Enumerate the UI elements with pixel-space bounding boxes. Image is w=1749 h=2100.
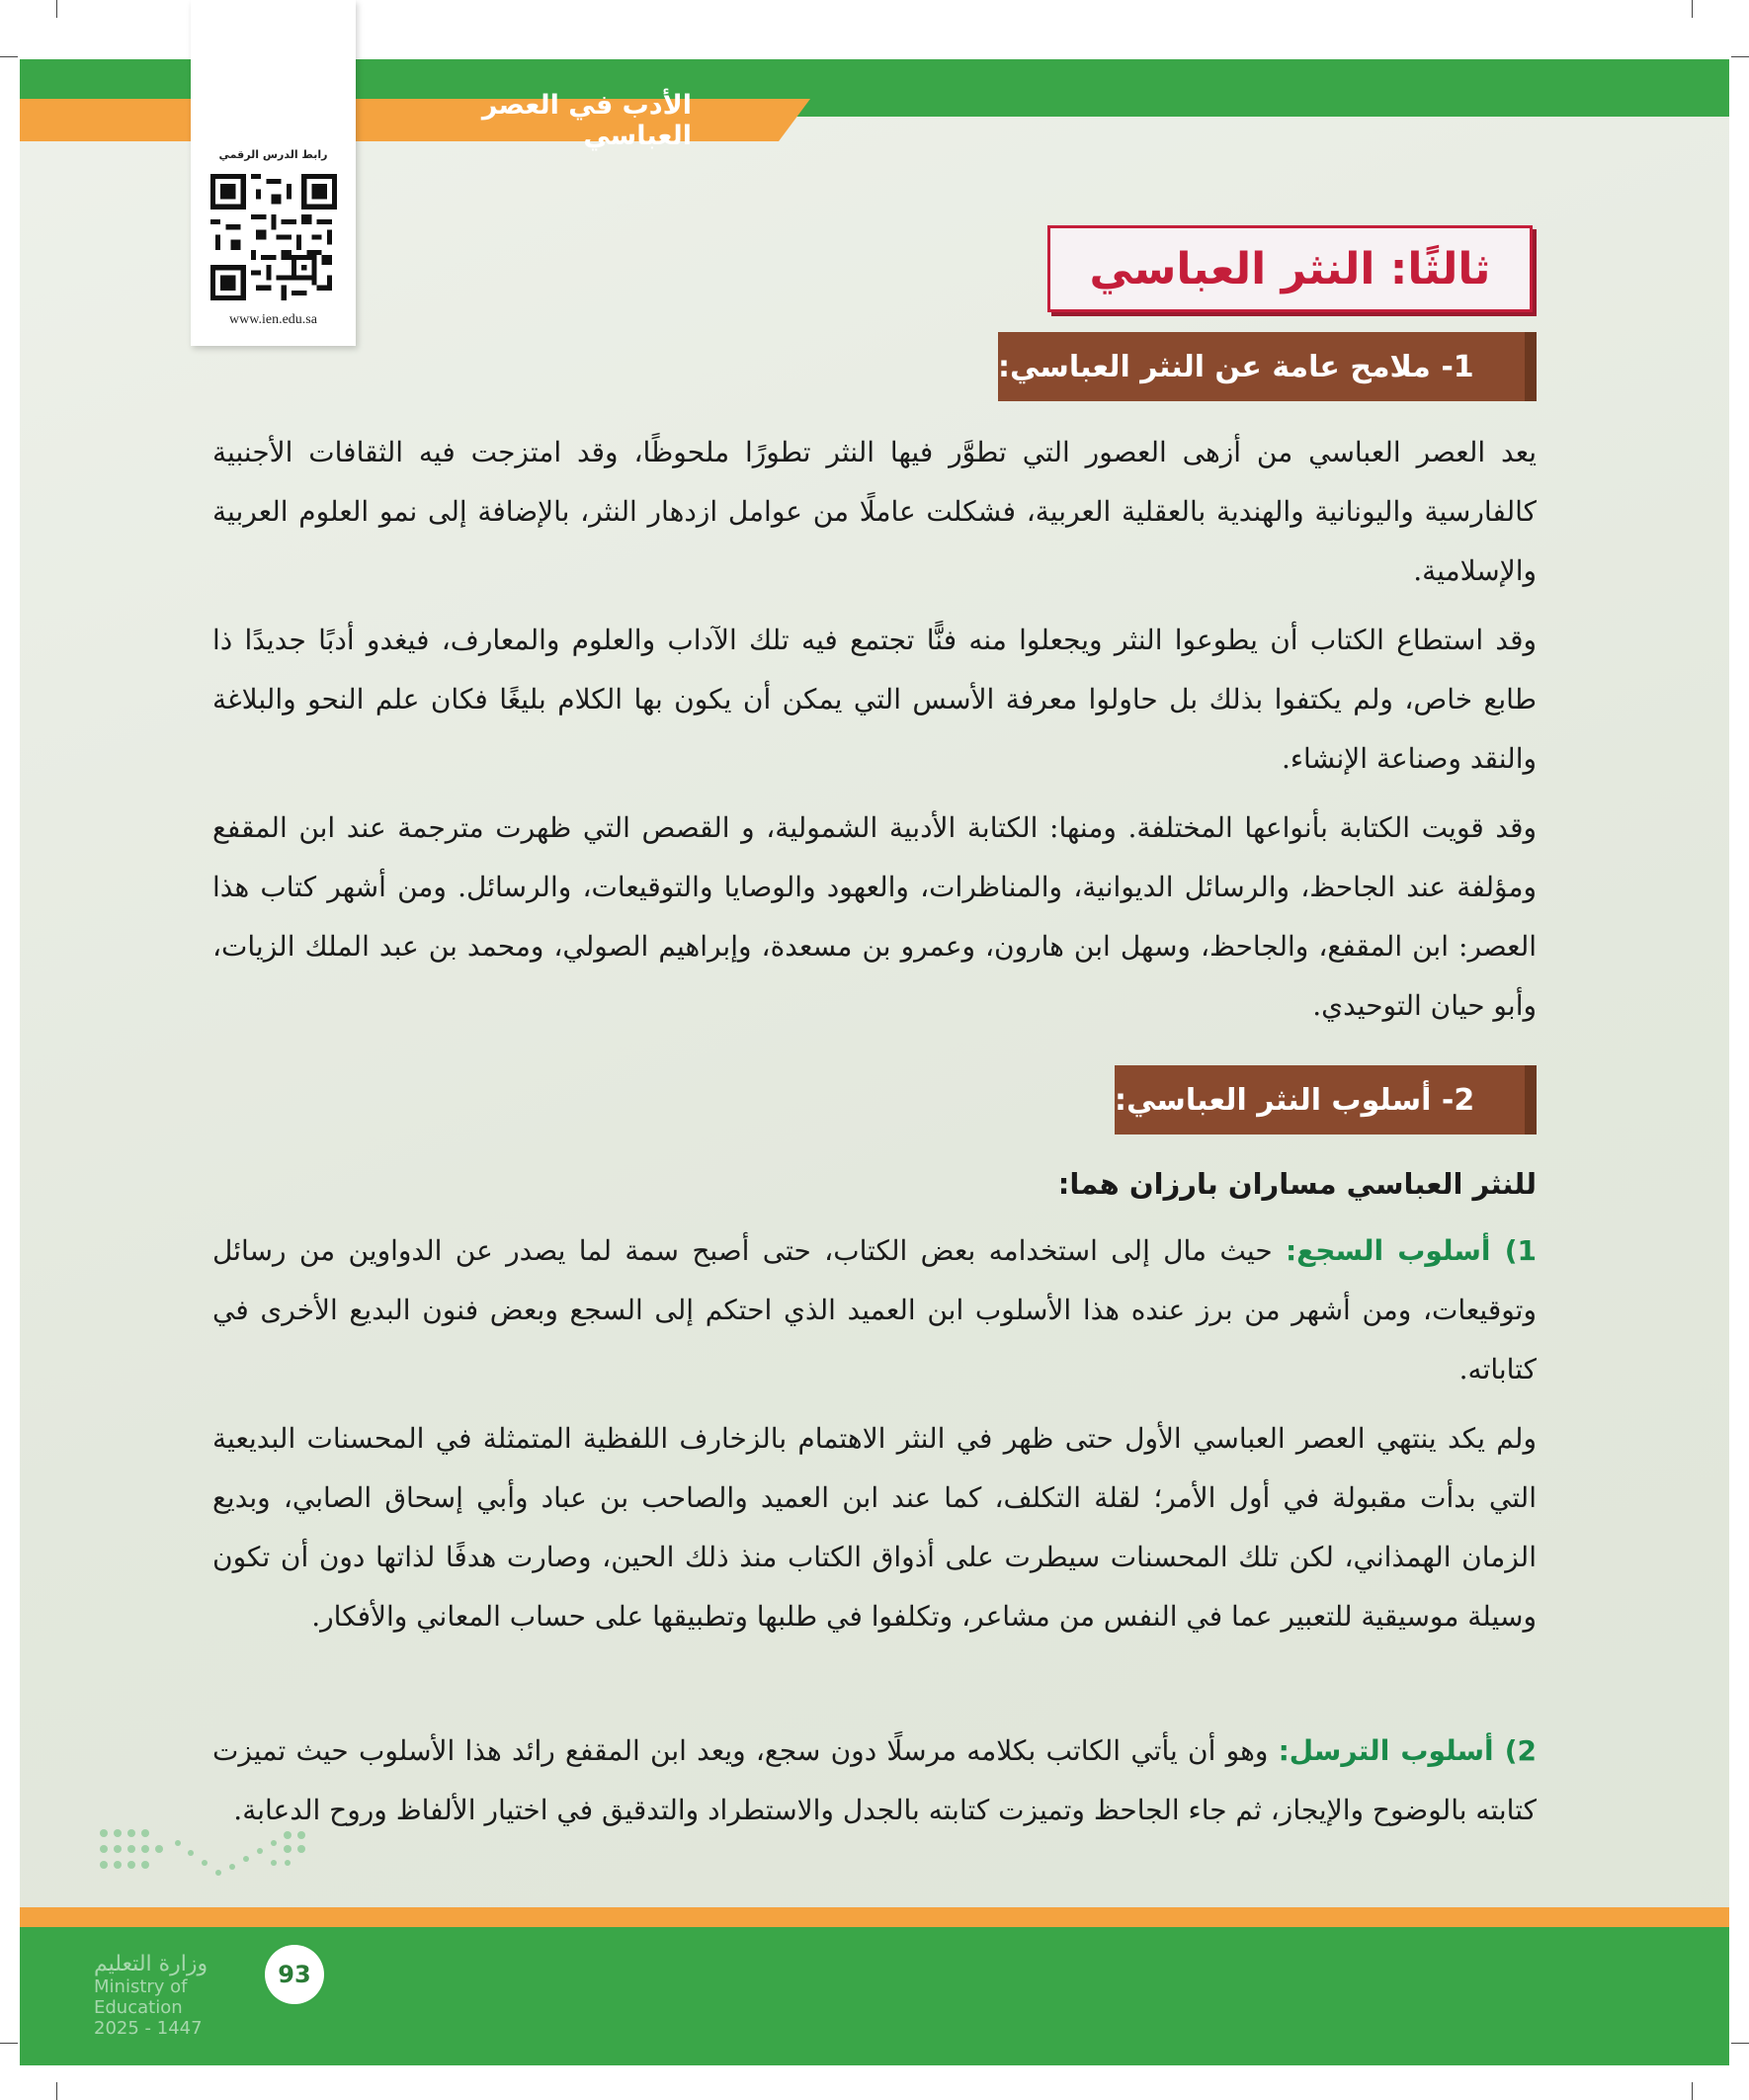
section1-heading-text: 1- ملامح عامة عن النثر العباسي: xyxy=(998,349,1474,384)
section2-paragraph-mid: ولم يكد ينتهي العصر العباسي الأول حتى ظهر في النثر الاهتمام بالزخارف اللفظية المتمثلة في المحسنات البديعية التي بدأت مقبولة في أول الأمر؛ لقلة التكلف، كما عند ابن العميد والصاحب بن عباد وأبي إسحاق الصابي، وبديع الزمان الهمذاني، لكن تلك المحسنات سيطرت على أذواق الكتاب منذ ذلك الحين، وصارت هدفًا لذاتها دون أن تكون وسيلة موسيقية للتعبير عما في النفس من مشاعر، وتكلفوا في طلبها وتطبيقها على حساب المعاني والأفكار. xyxy=(212,1422,1537,1633)
section1-paragraph-1: يعد العصر العباسي من أزهى العصور التي تطوَّر فيها النثر تطورًا ملحوظًا، وقد امتزجت فيه الثقافات الأجنبية كالفارسية واليونانية والهندية بالعقلية العربية، فشكلت عاملًا من عوامل ازدهار النثر، بالإضافة إلى نمو العلوم العربية والإسلامية. xyxy=(212,436,1537,587)
section1-paragraph-3: وقد قويت الكتابة بأنواعها المختلفة. ومنها: الكتابة الأدبية الشمولية، و القصص التي ظهرت مترجمة عند ابن المقفع ومؤلفة عند الجاحظ، والرسائل الديوانية، والمناظرات، والعهود والوصايا والتوقيعات، والرسائل. ومن أشهر كتاب هذا العصر: ابن المقفع، والجاحظ، وسهل ابن هارون، وعمرو بن مسعدة، وإبراهيم الصولي، ومحمد بن عبد الملك الزيات، وأبو حيان التوحيدي. xyxy=(212,811,1537,1022)
qr-url[interactable]: www.ien.edu.sa xyxy=(229,312,317,327)
ministry-watermark xyxy=(94,1952,272,2039)
item2-text: وهو أن يأتي الكاتب بكلامه مرسلًا دون سجع، ويعد ابن المقفع رائد هذا الأسلوب حيث تميزت كتابته بالوضوح والإيجاز، ثم جاء الجاحظ وتميزت كتابته بالجدل والاستطراد والتدقيق في اختيار الألفاظ وروح الدعابة. xyxy=(212,1734,1537,1826)
running-header-title: الأدب في العصر العباسي xyxy=(481,90,692,151)
bottom-orange-band xyxy=(20,1907,1729,1927)
crop-mark xyxy=(1731,56,1749,57)
qr-label: رابط الدرس الرقمي xyxy=(218,148,328,161)
qr-code-icon[interactable] xyxy=(210,174,337,300)
item1-text: حيث مال إلى استخدامه بعض الكتاب، حتى أصبح سمة لما يصدر عن الدواوين من رسائل وتوقيعات، ومن أشهر من برز عنده هذا الأسلوب ابن العميد الذي احتكم إلى السجع وبعض فنون البديع الأخرى في كتاباته. xyxy=(212,1234,1537,1386)
main-title: ثالثًا: النثر العباسي xyxy=(1089,243,1491,294)
section2-intro: للنثر العباسي مساران بارزان هما: xyxy=(1057,1167,1537,1201)
crop-mark xyxy=(56,2082,57,2100)
section2-item-1 xyxy=(212,1221,1564,1399)
qr-card[interactable] xyxy=(191,0,356,346)
section1-heading xyxy=(998,332,1537,401)
ministry-dots-logo-icon xyxy=(94,1823,321,1892)
crop-mark xyxy=(1731,2043,1749,2044)
main-title-box xyxy=(1047,225,1533,312)
section1-paragraph-2: وقد استطاع الكتاب أن يطوعوا النثر ويجعلوا منه فنًّا تجتمع فيه تلك الآداب والعلوم والمعارف، فيغدو أدبًا جديدًا ذا طابع خاص، ولم يكتفوا بذلك بل حاولوا معرفة الأسس التي يمكن أن يكون بها الكلام بليغًا فكان علم النحو والبلاغة والنقد وصناعة الإنشاء. xyxy=(212,624,1537,775)
section2-heading-text: 2- أسلوب النثر العباسي: xyxy=(1115,1082,1475,1118)
ministry-year: 2025 - 1447 xyxy=(94,2018,203,2039)
item2-term: 2) أسلوب الترسل: xyxy=(1278,1734,1538,1767)
ministry-name-en: Ministry of Education xyxy=(94,1976,188,2018)
section2-item-2 xyxy=(212,1722,1564,1840)
crop-mark xyxy=(0,56,18,57)
section2-heading xyxy=(1115,1065,1537,1134)
page-number: 93 xyxy=(265,1945,324,2004)
crop-mark xyxy=(1692,0,1693,18)
crop-mark xyxy=(0,2043,18,2044)
item1-term: 1) أسلوب السجع: xyxy=(1285,1234,1537,1267)
ministry-name-ar: وزارة التعليم xyxy=(94,1952,208,1976)
crop-mark xyxy=(56,0,57,18)
crop-mark xyxy=(1692,2082,1693,2100)
